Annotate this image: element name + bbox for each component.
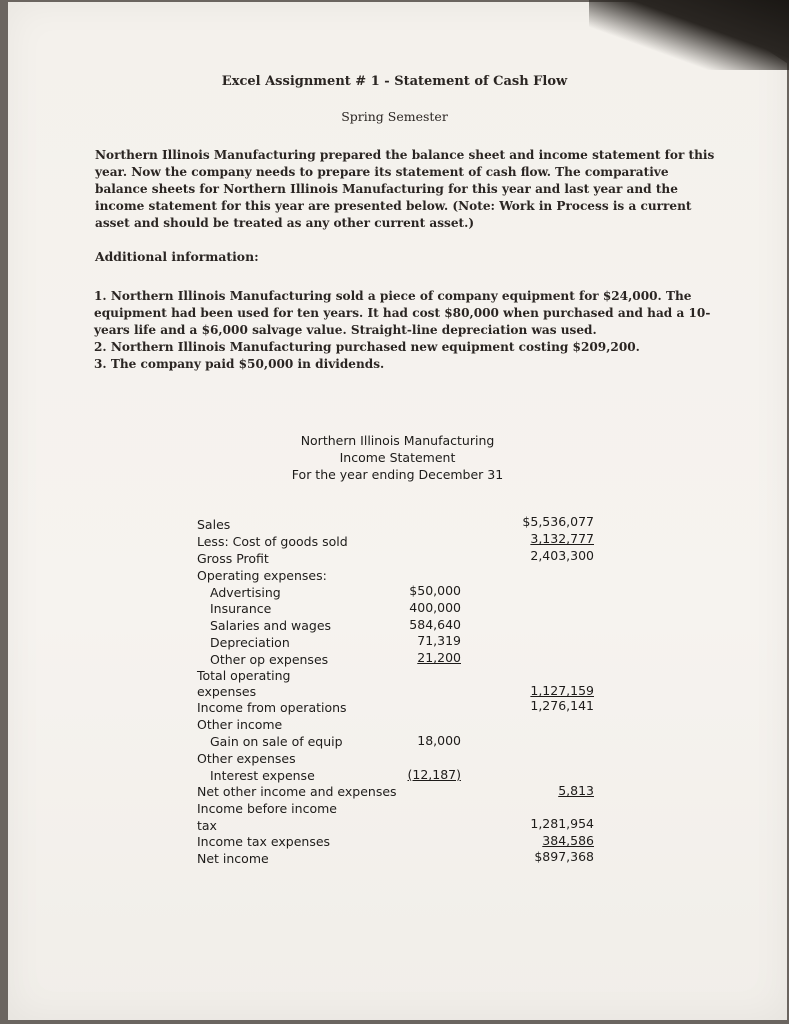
row-other-op-label: Other op expenses xyxy=(210,652,329,667)
row-net-other-value: 5,813 xyxy=(558,783,594,798)
info-line: 3. The company paid $50,000 in dividends. xyxy=(94,357,385,371)
row-interest-label: Interest expense xyxy=(210,768,315,783)
info-line: years life and a $6,000 salvage value. Straight-line depreciation was used. xyxy=(94,323,597,337)
row-total-opex-label: Total operating xyxy=(197,668,291,683)
row-income-ops-value: 1,276,141 xyxy=(530,698,594,713)
row-income-before-tax-label: Income before income xyxy=(197,801,337,816)
additional-info-list xyxy=(94,288,711,373)
intro-line: income statement for this year are presented below. (Note: Work in Process is a current xyxy=(95,199,692,213)
row-interest-value: (12,187) xyxy=(407,767,461,782)
row-gross-profit-label: Gross Profit xyxy=(197,551,269,566)
additional-info-heading: Additional information: xyxy=(95,249,259,264)
statement-period: For the year ending December 31 xyxy=(291,467,504,482)
row-other-income-heading: Other income xyxy=(197,717,283,732)
row-total-opex-value: 1,127,159 xyxy=(530,683,594,698)
statement-company: Northern Illinois Manufacturing xyxy=(300,433,495,448)
row-depreciation-value: 71,319 xyxy=(417,633,461,648)
row-sales-label: Sales xyxy=(197,517,231,532)
assignment-title: Excel Assignment # 1 - Statement of Cash Flow xyxy=(221,74,568,89)
row-net-income-value: $897,368 xyxy=(534,849,594,864)
intro-line: Northern Illinois Manufacturing prepared the balance sheet and income statement for this xyxy=(95,148,715,162)
row-other-op-value: 21,200 xyxy=(417,650,461,665)
row-gain-sale-label: Gain on sale of equip xyxy=(210,734,343,749)
row-salaries-value: 584,640 xyxy=(409,617,461,632)
row-advertising-value: $50,000 xyxy=(409,583,461,598)
intro-line: balance sheets for Northern Illinois Manufacturing for this year and last year and the xyxy=(95,182,678,196)
row-other-expenses-heading: Other expenses xyxy=(197,751,296,766)
intro-line: asset and should be treated as any other current asset.) xyxy=(95,216,475,230)
row-income-before-tax-label-cont: tax xyxy=(197,818,217,833)
row-net-other-label: Net other income and expenses xyxy=(197,784,397,799)
row-insurance-label: Insurance xyxy=(210,601,272,616)
row-depreciation-label: Depreciation xyxy=(210,635,290,650)
row-cogs-value: 3,132,777 xyxy=(530,531,594,546)
info-line: equipment had been used for ten years. It had cost $80,000 when purchased and had a 10- xyxy=(94,306,711,320)
statement-name: Income Statement xyxy=(339,450,456,465)
row-opex-heading: Operating expenses: xyxy=(197,568,327,583)
row-net-income-label: Net income xyxy=(197,851,269,866)
row-gain-sale-value: 18,000 xyxy=(417,733,461,748)
background-shadow xyxy=(589,0,789,70)
row-gross-profit-value: 2,403,300 xyxy=(530,548,594,563)
row-advertising-label: Advertising xyxy=(210,585,281,600)
intro-paragraph xyxy=(95,147,715,232)
info-line: 1. Northern Illinois Manufacturing sold a piece of company equipment for $24,000. The xyxy=(94,289,692,303)
row-tax-value: 384,586 xyxy=(542,833,594,848)
intro-line: year. Now the company needs to prepare its statement of cash flow. The comparative xyxy=(95,165,669,179)
row-tax-label: Income tax expenses xyxy=(197,834,331,849)
row-sales-value: $5,536,077 xyxy=(522,514,594,529)
row-income-ops-label: Income from operations xyxy=(197,700,347,715)
row-insurance-value: 400,000 xyxy=(409,600,461,615)
row-salaries-label: Salaries and wages xyxy=(210,618,332,633)
row-income-before-tax-value: 1,281,954 xyxy=(530,816,594,831)
semester-label: Spring Semester xyxy=(341,109,448,124)
info-line: 2. Northern Illinois Manufacturing purchased new equipment costing $209,200. xyxy=(94,340,640,354)
row-cogs-label: Less: Cost of goods sold xyxy=(197,534,348,549)
row-total-opex-label-cont: expenses xyxy=(197,684,257,699)
